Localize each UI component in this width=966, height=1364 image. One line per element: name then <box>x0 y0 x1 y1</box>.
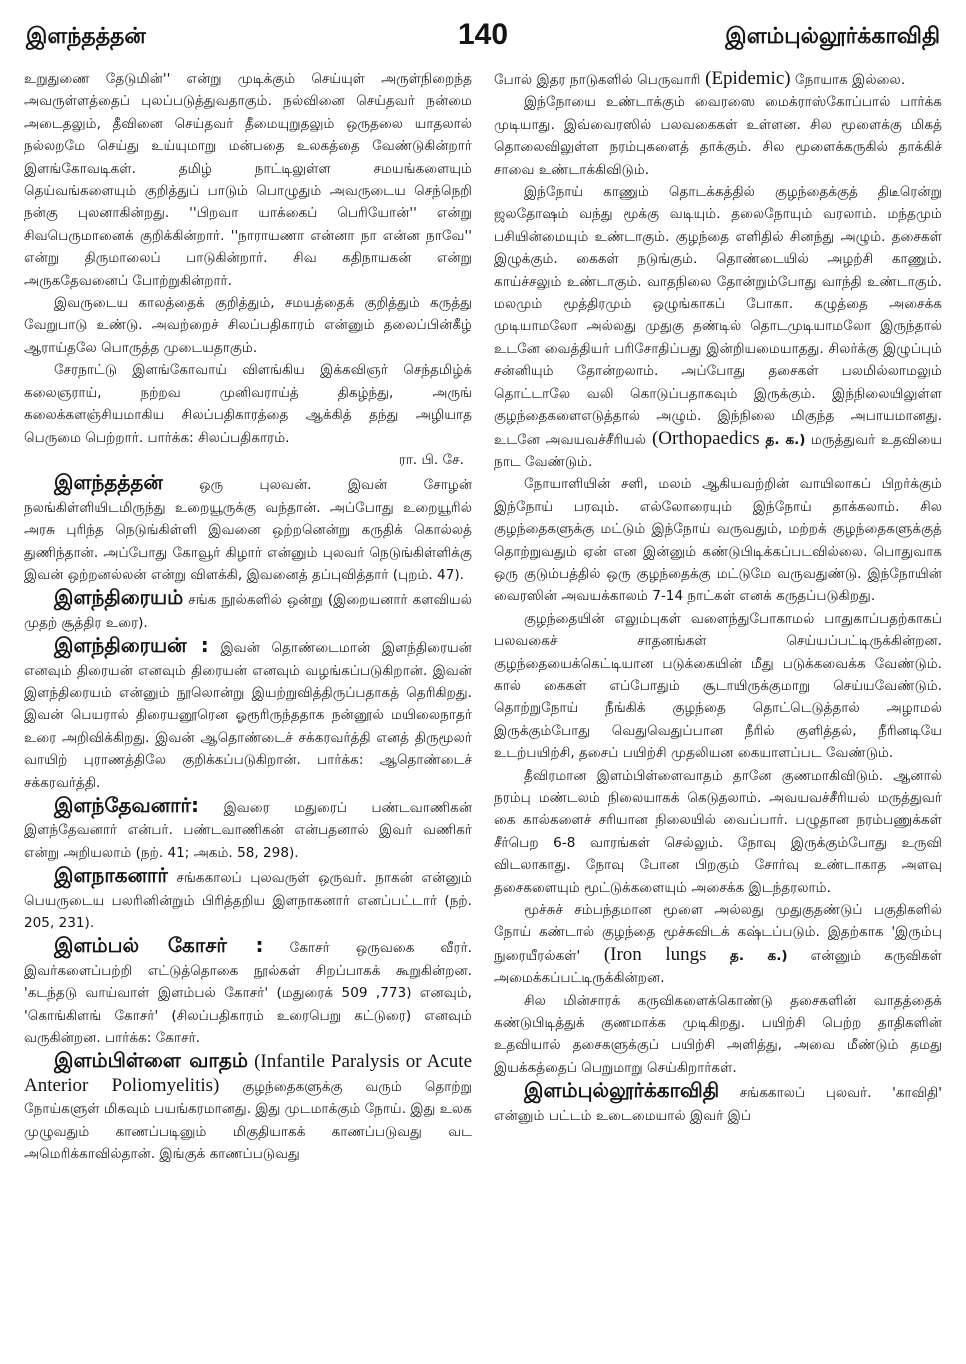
entry-ilampullur-kavithi <box>494 1079 942 1127</box>
english-term: (Iron lungs <box>580 943 707 965</box>
right-column <box>494 68 942 1358</box>
entry-ilanthiraiyan <box>24 634 472 794</box>
entry-ilampillai-vatham <box>24 1049 472 1165</box>
entry-headword: இளநாகனார் <box>54 863 168 888</box>
english-term: (Orthopaedics <box>646 427 760 449</box>
text-run: மருத்துவர் உதவியை நாட வேண்டும். <box>494 431 942 470</box>
text-run: நோயாக இல்லை. <box>790 72 906 88</box>
entry-ilanthevanar <box>24 794 472 864</box>
entry-ilanaganar <box>24 864 472 934</box>
body-paragraph: இந்நோயை உண்டாக்கும் வைரஸை மைக்ராஸ்கோப்பால் பார்க்க முடியாது. இவ்வைரஸில் பலவகைகள் உள்ளன. சில மூளைக்கு மிகத் தொலைவிலுள்ள நரம்புகளைத் தாக்கும். சில மூளைக்கருகில் தாக்கிச் சாவை உண்டாக்கிவிடும். <box>494 94 942 178</box>
entry-headword: இளம்புல்லூர்க்காவிதி <box>524 1078 720 1103</box>
body-paragraph: சேரநாட்டு இளங்கோவாய் விளங்கிய இக்கவிஞர் செந்தமிழ்க் கலைஞராய், நற்றவ முனிவராய்த் திகழ்ந்து, அருங் கலைக்களஞ்சியமாகிய சிலப்பதிகாரத்தை ஆக்கித் தந்து அழியாத பெருமை பெற்றார். பார்க்க: சிலப்பதிகாரம். <box>24 362 472 446</box>
entry-body: இவரை மதுரைப் பண்டவாணிகன் இளந்தேவனார் என்பர். பண்டவாணிகன் என்பதனால் இவர் வணிகர் என்று அறியலாம் (நற். 41; அகம். 58, 298). <box>24 800 472 861</box>
abbreviation: த. க.) <box>706 947 788 964</box>
continuation-paragraph: உறுதுணை தேடுமின்'' என்று முடிக்கும் செய்யுள் அருள்நிறைந்த அவருள்ளத்தைப் புலப்படுத்துவதாகும். நல்வினை செய்தவர் நன்மை அடைதலும், தீவினை செய்தவர் தீமையுறுதலும் ஒருதலை யாதலால் நல்லறமே செய்து உய்யுமாறு மன்பதை உலகத்தை வேண்டுகின்றார் இளங்கோவடிகள். தமிழ் நாட்டிலுள்ள சமயங்களையும் தெய்வங்களையும் குறித்துப் பாடும் பொழுதும் அவருடைய செந்நெறி நன்கு புலனாகின்றது. ''பிறவா யாக்கைப் பெரியோன்'' என்று சிவபெருமானைக் குறிக்கின்றார். ''நாராயணா என்னா நா என்ன நாவே'' என்று திருமாலைப் பாடுகின்றார். சிவ கதிநாயகன் என்று அருகதேவனைப் போற்றுகின்றார். <box>24 71 472 289</box>
entry-headword: இளந்திரையம் <box>54 585 184 610</box>
english-term: (Epidemic) <box>700 68 791 89</box>
page-header <box>24 18 942 58</box>
body-paragraph: நோயாளியின் சளி, மலம் ஆகியவற்றின் வாயிலாகப் பிறர்க்கும் இந்நோய் பரவும். எல்லோரையும் இந்நோய் தாக்கலாம். சில குழந்தைகளுக்கு மட்டும் இந்நோய் வருவதும், மற்றக் குழந்தைகளுக்குத் தொற்றுவதும் ஏன் என இன்னும் கண்டுபிடிக்கப்படவில்லை. பொதுவாக ஒரு குடும்பத்தில் ஒரு குழந்தைக்கு மட்டுமே வருவதுண்டு. இந்நோயின் வைரஸின் அவயக்காலம் 7-14 நாட்கள் எனக் கருதப்படுகிறது. <box>494 476 942 605</box>
entry-body: சங்ககாலப் புலவருள் ஒருவர். நாகன் என்னும் பெயருடைய பலரினின்றும் பிரித்தறிய இளநாகனார் எனப்பட்டார் (நற். 205, 231). <box>24 870 472 932</box>
abbreviation: த. க.) <box>759 431 806 448</box>
entry-body: ஒரு புலவன். இவன் சோழன் நலங்கிள்ளியிடமிருந்து உறையூருக்கு வந்தான். அப்போது உறையூரில் அரசு புரிந்த நெடுங்கிள்ளி இவனை ஒற்றனென்று கருதிக் கொல்லத் துணிந்தான். அப்போது கோவூர் கிழார் என்னும் புலவர் நெடுங்கிள்ளிக்கு இவன் ஒற்றனல்லன் என்று விளக்கி, இவனைத் தப்புவித்தார் (புறம். 47). <box>24 477 472 583</box>
entry-ilampal-kosar <box>24 934 472 1049</box>
author-initials: ரா. பி. சே. <box>398 451 464 468</box>
entry-body: சங்க நூல்களில் ஒன்று (இறையனார் களவியல் முதற் சூத்திர உரை). <box>24 592 472 631</box>
body-paragraph <box>494 899 942 990</box>
entry-headword: இளம்பல் கோசர் : <box>54 933 264 958</box>
left-column <box>24 68 472 1358</box>
body-paragraph: குழந்தையின் எலும்புகள் வளைந்துபோகாமல் பாதுகாப்பதற்காகப் பலவகைச் சாதனங்கள் செய்யப்பட்டிருக்கின்றன. குழந்தையைக்கெட்டியான படுக்கையின் மீது படுக்கவைக்க வேண்டும். கால் கைகள் எப்போதும் சூடாயிருக்குமாறு செய்யவேண்டும். தொற்றுநோய் நீங்கிக் குழந்தை தொட்டெடுத்தால் அழாமல் இருக்கும்போது வெதுவெதுப்பான நீரில் குளித்தல், நீரினடியே உடற்பயிற்சி, தசைப் பயிற்சி முதலியன கையாளப்பட வேண்டும். <box>494 610 942 762</box>
running-head-left: இளந்தத்தன் <box>26 24 146 49</box>
text-run: போல் இதர நாடுகளில் பெருவாரி <box>494 72 701 88</box>
entry-ilanthathan <box>24 471 472 586</box>
entry-body: சங்ககாலப் புலவர். 'காவிதி' என்னும் பட்டம் உடைமையால் இவர் இப் <box>494 1085 942 1124</box>
entry-ilanthiraiyam <box>24 586 472 634</box>
continuation-paragraph <box>494 68 942 91</box>
entry-headword: இளந்தத்தன் <box>54 470 163 495</box>
body-paragraph: இவருடைய காலத்தைக் குறித்தும், சமயத்தைக் குறித்தும் கருத்து வேறுபாடு உண்டு. அவற்றைச் சிலப்பதிகாரம் என்னும் தலைப்பின்கீழ் ஆராய்தலே பொருத்த முடையதாகும். <box>24 295 472 356</box>
text-run: என்னும் கருவிகள் அமைக்கப்பட்டிருக்கின்றன. <box>494 947 942 987</box>
entry-body: இவன் தொண்டைமான் இளந்திரையன் எனவும் திரையன் எனவும் திரையன் எனவும் வழங்கப்படுகிறான். இவன் இளந்திரையம் என்னும் நூலொன்று இயற்றுவித்திருப்பதாகத் தெரிகிறது. இவன் பெயரால் திரையனூரென ஓரூரிருந்ததாக நன்னூல் மயிலைநாதர் உரை அறிவிக்கிறது. இவன் ஆதொண்டைச் சக்கரவர்த்தி எனத் திருமூலர் வாயிற் புராணத்திலே குறிக்கப்படுகிறான். பார்க்க: ஆதொண்டைச் சக்கரவர்த்தி. <box>24 640 472 791</box>
entry-headword: இளம்பிள்ளை வாதம் <box>54 1048 248 1073</box>
text-run: இந்நோய் காணும் தொடக்கத்தில் குழந்தைக்குத் திடீரென்று ஜலதோஷம் வந்து மூக்கு வடியும். தலைநோயும் வரலாம். மந்தமும் பசியின்மையும் உண்டாகும். குழந்தை எளிதில் சினந்து அழும். தசைகள் இழுக்கும். கைகள் நடுங்கும். தொண்டையில் அழற்சி காணும். காய்ச்சலும் உண்டாகும். வாதநிலை தோன்றும்போது வாந்தி உண்டாகும். மலமும் மூத்திரமும் ஒழுங்காகப் போகா. கழுத்தை அசைக்க முடியாமலோ அல்லது முதுகு தண்டில் தொடமுடியாமலோ இருந்தால் உடனே வைத்தியர் பரிசோதிப்பது இன்றியமையாதது. சிலர்க்கு இழுப்பும் சன்னியும் தோன்றலாம். அப்போது தசைகள் பலமில்லாமலும் தொட்டாலே வலி கொடுப்பதாகவும் இருக்கும். இந்நிலையிலுள்ள குழந்தைகளைஎடுத்தால் அழும். இந்நிலை மிகுந்த அபாயமானது. உடனே அவயவச்சீரியல் <box>494 184 942 448</box>
text-run: மூச்சுச் சம்பந்தமான மூளை அல்லது முதுகுதண்டுப் பகுதிகளில் நோய் கண்டால் குழந்தை மூச்சுவிடக் கஷ்டப்படும். இதற்காக 'இரும்பு நுரையீரல்கள்' <box>494 902 942 964</box>
page-number: 140 <box>457 18 509 51</box>
body-paragraph <box>494 181 942 473</box>
entry-headword: இளந்திரையன் : <box>54 633 209 658</box>
running-head-right: இளம்புல்லூர்க்காவிதி <box>725 24 940 49</box>
entry-headword: இளந்தேவனார்: <box>54 793 199 817</box>
entry-body: குழந்தைகளுக்கு வரும் தொற்று நோய்களுள் மிகவும் பயங்கரமானது. இது முடமாக்கும் நோய். இது உலக முழுவதும் காணப்படினும் மிகுதியாகக் காணப்படுவது வட அமெரிக்காவில்தான். இங்குக் காணப்படுவது <box>24 1078 472 1163</box>
entry-body: கோசர் ஒருவகை வீரர். இவர்களைப்பற்றி எட்டுத்தொகை நூல்கள் சிறப்பாகக் கூறுகின்றன. 'கடந்தடு வாய்வாள் இளம்பல் கோசர்' (மதுரைக் 509 ,773) எனவும், 'கொங்கிளங் கோசர்' (சிலப்பதிகாரம் உரைபெறு கட்டுரை) எனவும் வருகின்றன. பார்க்க: கோசர். <box>24 940 472 1047</box>
body-paragraph: தீவிரமான இளம்பிள்ளைவாதம் தானே குணமாகிவிடும். ஆனால் நரம்பு மண்டலம் நிலையாகக் கெடுதலாம். அவயவச்சீரியல் மருத்துவர் கை கால்களைச் சரியான நிலையில் வைப்பார். பழுதான நரம்பணுக்கள் சீர்பெற 6-8 வாரங்கள் செல்லும். நோவு இருக்கும்போது உருவி விடலாகாது. நோவு போன பிறகும் சோர்வு உண்டாகாத அளவு தசைகளையும் மூட்டுக்களையும் அசைக்க இடந்தரலாம். <box>494 767 942 896</box>
body-paragraph: சில மின்சாரக் கருவிகளைக்கொண்டு தசைகளின் வாதத்தைக் கண்டுபிடித்துக் குணமாக்க முடிகிறது. பயிற்சி பெற்ற தாதிகளின் உதவியால் தசைகளுக்குப் பயிற்சி அளித்து, அவை மீண்டும் தமது இயக்கத்தைப் பெறுமாறு செய்கிறார்கள். <box>494 992 942 1076</box>
english-term: (Infantile Paralysis or Acute Anterior Poliomyelitis) <box>24 1051 472 1096</box>
